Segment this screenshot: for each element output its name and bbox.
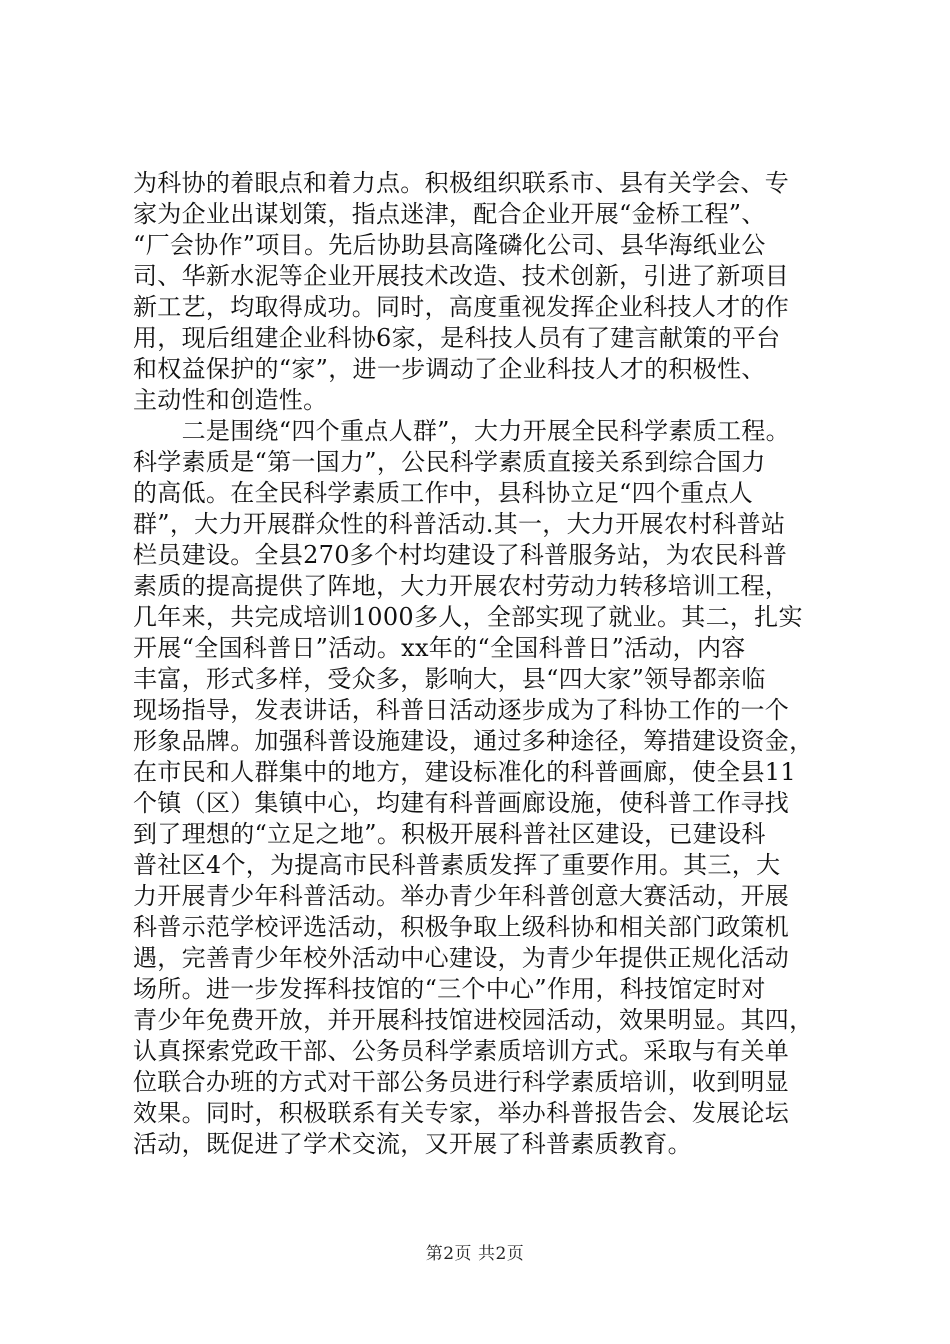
text-line: 开展“全国科普日”活动。xx年的“全国科普日”活动，内容 xyxy=(133,634,746,662)
page-number-indicator: 第2页 共2页 xyxy=(425,1244,525,1264)
text-line: 青少年免费开放，并开展科技馆进校园活动，效果明显。其四， xyxy=(133,1006,814,1034)
text-line: 效果。同时，积极联系有关专家，举办科普报告会、发展论坛 xyxy=(133,1099,790,1127)
text-line: 丰富，形式多样，受众多，影响大，县“四大家”领导都亲临 xyxy=(133,665,766,693)
page-footer xyxy=(0,1243,950,1265)
text-line: 在市民和人群集中的地方，建设标准化的科普画廊，使全县11 xyxy=(133,758,796,786)
text-line: 遇，完善青少年校外活动中心建设，为青少年提供正规化活动 xyxy=(133,944,790,972)
text-line: 位联合办班的方式对干部公务员进行科学素质培训，收到明显 xyxy=(133,1068,790,1096)
text-line: 科学素质是“第一国力”，公民科学素质直接关系到综合国力 xyxy=(133,448,766,476)
text-line: 力开展青少年科普活动。举办青少年科普创意大赛活动，开展 xyxy=(133,882,790,910)
text-line: 几年来，共完成培训1000多人，全部实现了就业。其二，扎实 xyxy=(133,603,803,631)
text-line: 司、华新水泥等企业开展技术改造、技术创新，引进了新项目 xyxy=(133,262,790,290)
text-line: 栏员建设。全县270多个村均建设了科普服务站，为农民科普 xyxy=(133,541,788,569)
text-line: 群”，大力开展群众性的科普活动.其一，大力开展农村科普站 xyxy=(133,510,786,538)
text-line: 素质的提高提供了阵地，大力开展农村劳动力转移培训工程， xyxy=(133,572,790,600)
text-line: 主动性和创造性。 xyxy=(133,386,328,414)
text-line: 家为企业出谋划策，指点迷津，配合企业开展“金桥工程”、 xyxy=(133,200,766,228)
text-line: 用，现后组建企业科协6家，是科技人员有了建言献策的平台 xyxy=(133,324,781,352)
text-line: 现场指导，发表讲话，科普日活动逐步成为了科协工作的一个 xyxy=(133,696,790,724)
text-line: 认真探索党政干部、公务员科学素质培训方式。采取与有关单 xyxy=(133,1037,790,1065)
text-line: 场所。进一步发挥科技馆的“三个中心”作用，科技馆定时对 xyxy=(133,975,766,1003)
text-line: 新工艺，均取得成功。同时，高度重视发挥企业科技人才的作 xyxy=(133,293,790,321)
text-line: 个镇（区）集镇中心，均建有科普画廊设施，使科普工作寻找 xyxy=(133,789,790,817)
text-line: 为科协的着眼点和着力点。积极组织联系市、县有关学会、专 xyxy=(133,169,790,197)
paragraph-start-line: 二是围绕“四个重点人群”，大力开展全民科学素质工程。 xyxy=(133,417,790,445)
text-line: 科普示范学校评选活动，积极争取上级科协和相关部门政策机 xyxy=(133,913,790,941)
text-line: 的高低。在全民科学素质工作中，县科协立足“四个重点人 xyxy=(133,479,754,507)
text-line: 到了理想的“立足之地”。积极开展科普社区建设，已建设科 xyxy=(133,820,766,848)
text-line: 和权益保护的“家”，进一步调动了企业科技人才的积极性、 xyxy=(133,355,766,383)
document-body xyxy=(133,168,833,1160)
text-line: 形象品牌。加强科普设施建设，通过多种途径，筹措建设资金， xyxy=(133,727,814,755)
text-line: 普社区4个，为提高市民科普素质发挥了重要作用。其三，大 xyxy=(133,851,781,879)
text-line: 活动，既促进了学术交流，又开展了科普素质教育。 xyxy=(133,1130,692,1158)
text-line: “厂会协作”项目。先后协助县高隆磷化公司、县华海纸业公 xyxy=(133,231,766,259)
